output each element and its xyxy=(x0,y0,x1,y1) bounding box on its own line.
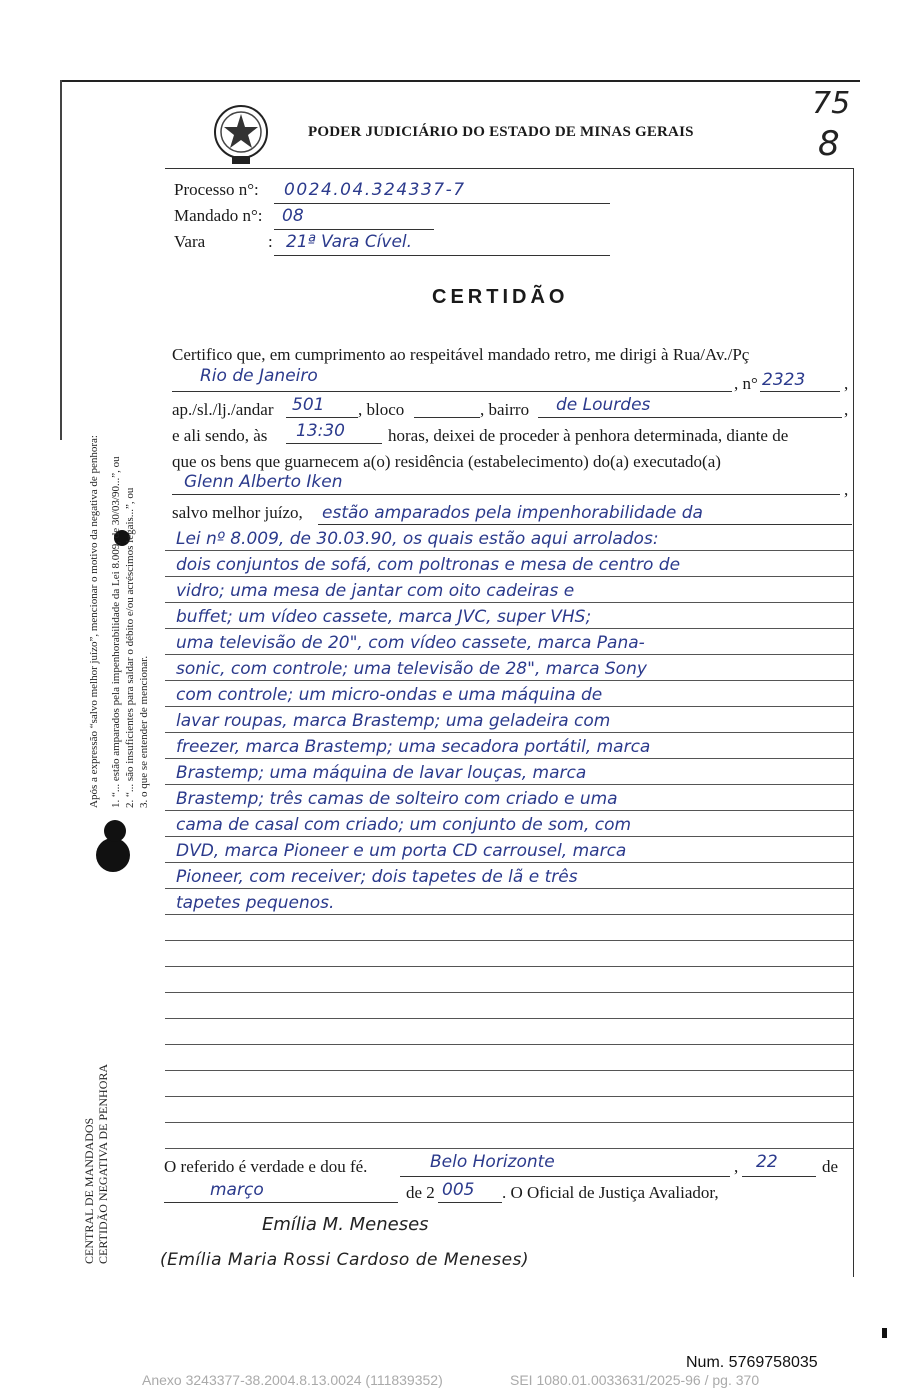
document-title: CERTIDÃO xyxy=(432,286,569,308)
closing-verdade: O referido é verdade e dou fé. xyxy=(164,1157,368,1176)
vara-colon: : xyxy=(268,232,273,251)
margin-note-1: Após a expressão “salvo melhor juízo”, mencionar o motivo da negativa de penhora: xyxy=(88,435,100,808)
coat-of-arms-seal xyxy=(210,102,272,166)
margin-note-4: 3. o que se entender de mencionar. xyxy=(138,655,150,808)
scan-mark xyxy=(882,1328,887,1338)
bairro-comma: , xyxy=(844,400,849,419)
handwritten-line-16: tapetes pequenos. xyxy=(176,893,335,913)
handwritten-line-15: Pioneer, com receiver; dois tapetes de lã e três xyxy=(176,867,578,887)
handwritten-line-1: estão amparados pela impenhorabilidade da xyxy=(322,503,703,523)
blank-rule xyxy=(165,1070,853,1071)
punch-hole-mark xyxy=(96,838,130,872)
closing-de: de xyxy=(822,1157,839,1176)
blank-rule xyxy=(165,940,853,941)
handwritten-line-4: vidro; uma mesa de jantar com oito cadeiras e xyxy=(176,581,575,601)
bens-line: que os bens que guarnecem a(o) residência (estabelecimento) do(a) executado(a) xyxy=(172,452,721,471)
blank-rule xyxy=(165,966,853,967)
margin-note-3: 2. “... são insuficientes para saldar o débito e/ou acréscimos legais...”, ou xyxy=(124,487,136,808)
side-label-certidao: CERTIDÃO NEGATIVA DE PENHORA xyxy=(96,1063,110,1264)
handwritten-line-14: DVD, marca Pioneer e um porta CD carrousel, marca xyxy=(176,841,627,861)
handwritten-line-2: Lei nº 8.009, de 30.03.90, os quais estão aqui arrolados: xyxy=(176,529,659,549)
blank-rule xyxy=(165,1096,853,1097)
closing-year: 005 xyxy=(442,1180,475,1200)
number-value: 2323 xyxy=(762,370,806,390)
executado-comma: , xyxy=(844,480,849,499)
page-number-mark: 75 xyxy=(812,86,851,121)
handwritten-line-3: dois conjuntos de sofá, com poltronas e mesa de centro de xyxy=(176,555,681,575)
handwritten-line-5: buffet; um vídeo cassete, marca JVC, super VHS; xyxy=(176,607,592,627)
left-border xyxy=(60,80,62,440)
ap-value: 501 xyxy=(292,395,325,415)
handwritten-line-6: uma televisão de 20", com vídeo cassete, marca Pana- xyxy=(176,633,645,653)
vara-label: Vara xyxy=(174,232,206,251)
closing-city: Belo Horizonte xyxy=(430,1152,555,1172)
salvo-label: salvo melhor juízo, xyxy=(172,503,303,522)
ap-label: ap./sl./lj./andar xyxy=(172,400,274,419)
closing-comma: , xyxy=(734,1157,739,1176)
handwritten-line-8: com controle; um micro-ondas e uma máquina de xyxy=(176,685,603,705)
horas-line: horas, deixei de proceder à penhora determinada, diante de xyxy=(388,426,789,445)
ali-sendo-label: e ali sendo, às xyxy=(172,426,268,445)
closing-de-year: de 2 xyxy=(406,1183,435,1202)
footer-num: Num. 5769758035 xyxy=(686,1354,818,1371)
closing-day: 22 xyxy=(756,1152,778,1172)
handwritten-line-7: sonic, com controle; uma televisão de 28", marca Sony xyxy=(176,659,647,679)
hour-value: 13:30 xyxy=(296,421,345,441)
handwritten-line-9: lavar roupas, marca Brastemp; uma geladeira com xyxy=(176,711,611,731)
footer-annex: Anexo 3243377-38.2004.8.13.0024 (111839352) xyxy=(142,1372,443,1388)
handwritten-line-12: Brastemp; três camas de solteiro com criado e uma xyxy=(176,789,618,809)
footer-sei: SEI 1080.01.0033631/2025-96 / pg. 370 xyxy=(510,1372,760,1388)
bairro-value: de Lourdes xyxy=(556,395,651,415)
street-value: Rio de Janeiro xyxy=(200,366,318,386)
executado-value: Glenn Alberto Iken xyxy=(184,472,343,492)
blank-rule xyxy=(165,992,853,993)
blank-rule xyxy=(165,1148,853,1149)
punch-hole-mark xyxy=(104,820,126,842)
side-label-central: CENTRAL DE MANDADOS xyxy=(82,1117,96,1264)
mandado-value: 08 xyxy=(282,206,304,226)
blank-rule xyxy=(165,1018,853,1019)
bairro-label: , bairro xyxy=(480,400,530,419)
number-comma: , xyxy=(844,374,849,393)
court-header: PODER JUDICIÁRIO DO ESTADO DE MINAS GERAIS xyxy=(308,124,694,140)
handwritten-line-13: cama de casal com criado; um conjunto de som, com xyxy=(176,815,632,835)
handwritten-line-11: Brastemp; uma máquina de lavar louças, marca xyxy=(176,763,587,783)
bloco-label: , bloco xyxy=(358,400,405,419)
processo-value: 0024.04.324337-7 xyxy=(284,180,466,200)
vara-value: 21ª Vara Cível. xyxy=(286,232,413,252)
blank-rule xyxy=(165,1122,853,1123)
official-name: (Emília Maria Rossi Cardoso de Meneses) xyxy=(160,1250,530,1270)
mandado-label: Mandado n°: xyxy=(174,206,263,225)
blank-rule xyxy=(165,1044,853,1045)
number-label: , n° xyxy=(734,374,758,393)
margin-note-2: 1. “... estão amparados pela impenhorabilidade da Lei 8.009, de 30/03/90...”, ou xyxy=(110,456,122,808)
closing-month: março xyxy=(210,1180,264,1200)
processo-label: Processo n°: xyxy=(174,180,259,199)
certifico-line: Certifico que, em cumprimento ao respeitável mandado retro, me dirigi à Rua/Av./Pç xyxy=(172,345,750,364)
handwritten-line-10: freezer, marca Brastemp; uma secadora portátil, marca xyxy=(176,737,651,757)
signature: Emília M. Meneses xyxy=(262,1214,429,1235)
page-number-mark-2: 8 xyxy=(818,124,840,164)
closing-oficial: . O Oficial de Justiça Avaliador, xyxy=(502,1183,719,1202)
top-border xyxy=(60,80,860,82)
